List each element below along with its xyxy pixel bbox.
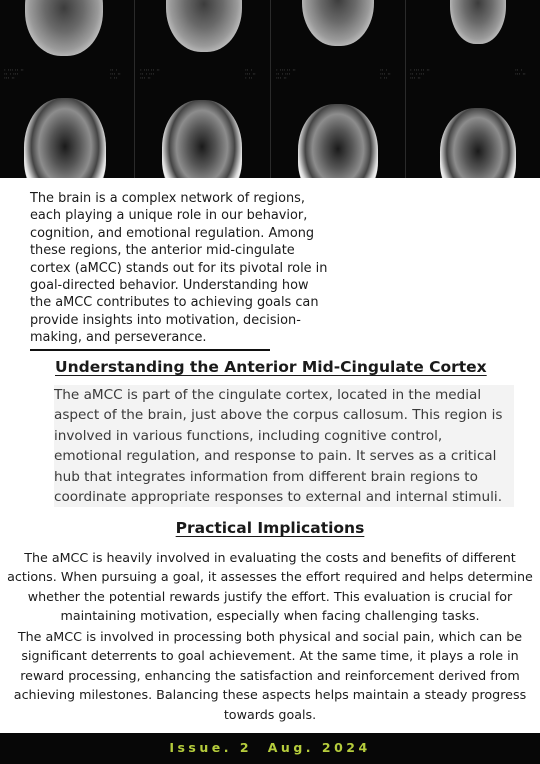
intro-paragraph: The brain is a complex network of regions, each playing a unique role in our behavior, cognition, and emotional regulation. Among these regions, the anterior mid-cingulate cortex (aMCC) stands out for its pivotal role in goal-directed behavior. Understanding how the aMCC contributes to achieving goals can provide insights into motivation, decision-making, and perseverance.	[30, 191, 328, 346]
footer-band	[0, 733, 540, 764]
head-scan-2	[162, 100, 242, 178]
head-scan-1	[24, 98, 106, 178]
brain-scan-2	[166, 0, 242, 52]
brain-scan-1	[25, 0, 103, 56]
practical-paragraph-2: The aMCC is involved in processing both physical and social pain, which can be significant deterrents to goal achievement. At the same time, it plays a role in reward processing, enhancing the satisfaction and reinforcement derived from achieving milestones. Balancing these aspects helps maintain a steady progress towards goals.	[13, 629, 527, 722]
issue-label	[0, 740, 540, 755]
issue-date: Aug. 2024	[267, 740, 371, 755]
intro-divider	[30, 349, 270, 351]
head-scan-3	[298, 104, 378, 178]
issue-number: Issue. 2	[169, 740, 253, 755]
section-title-practical: Practical Implications	[175, 519, 365, 537]
practical-paragraph-1: The aMCC is heavily involved in evaluating the costs and benefits of different actions. When pursuing a goal, it assesses the effort required and helps determine whether the potential rewards justify the effort. This evaluation is crucial for maintaining motivation, especially when facing challenging tasks.	[7, 550, 533, 624]
brain-scan-4	[450, 0, 506, 44]
brain-scan-3	[302, 0, 374, 46]
head-scan-4	[440, 108, 516, 178]
ct-scan-image: : ::: :: :: :: : ::: ::: :: :: : ::: :: : :: : ::: :: :: :: : ::: ::: :: :: : ::: :: : :: : ::: :: :: :: : ::: ::: :: :: : ::: :: : :: : ::: :: :: :: : ::: ::: :: :: : ::: ::	[0, 0, 540, 178]
section-title-amcc: Understanding the Anterior Mid-Cingulate Cortex	[55, 358, 487, 376]
section-body-amcc: The aMCC is part of the cingulate cortex, located in the medial aspect of the brain, just above the corpus callosum. This region is involved in various functions, including cognitive control, emotional regulation, and response to pain. It serves as a critical hub that integrates information from different brain regions to coordinate appropriate responses to external and internal stimuli.	[54, 385, 514, 507]
